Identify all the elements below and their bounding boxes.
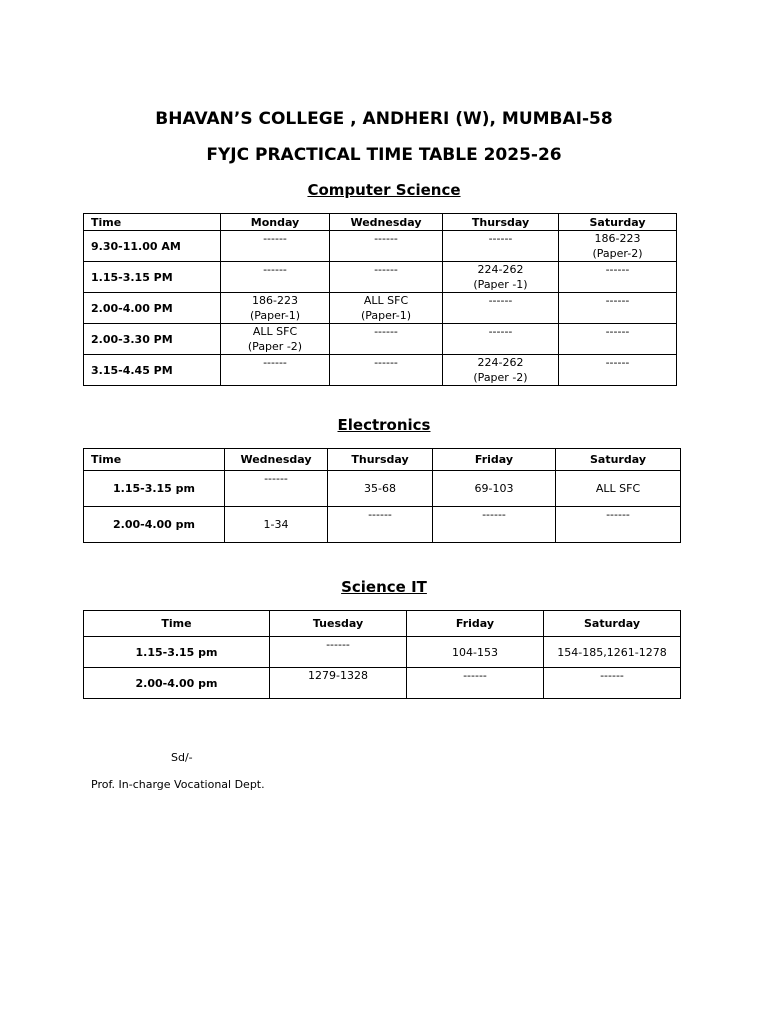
time-cell: 9.30-11.00 AM bbox=[84, 231, 221, 262]
column-header: Time bbox=[84, 214, 221, 231]
table-cell: ------ bbox=[556, 507, 681, 543]
table-cell: ------ bbox=[221, 231, 330, 262]
time-cell: 1.15-3.15 pm bbox=[84, 471, 225, 507]
table-cell: ------ bbox=[330, 262, 443, 293]
science-it-timetable bbox=[83, 610, 681, 699]
table-row bbox=[84, 355, 677, 386]
column-header: Friday bbox=[433, 449, 556, 471]
table-cell: ------ bbox=[559, 355, 677, 386]
table-cell: ------ bbox=[443, 324, 559, 355]
table-cell: 186-223 (Paper-1) bbox=[221, 293, 330, 324]
column-header: Thursday bbox=[443, 214, 559, 231]
table-cell: ALL SFC (Paper -2) bbox=[221, 324, 330, 355]
table-cell: ------ bbox=[443, 293, 559, 324]
table-cell: 1279-1328 bbox=[270, 668, 407, 699]
table-cell: ------ bbox=[330, 355, 443, 386]
time-cell: 2.00-4.00 pm bbox=[84, 507, 225, 543]
table-row bbox=[84, 262, 677, 293]
signature-mark: Sd/- bbox=[171, 751, 193, 764]
table-cell: ------ bbox=[544, 668, 681, 699]
table-cell: 1-34 bbox=[225, 507, 328, 543]
column-header: Saturday bbox=[544, 611, 681, 637]
computer-science-timetable bbox=[83, 213, 677, 386]
table-cell: ------ bbox=[270, 637, 407, 668]
table-cell: ------ bbox=[443, 231, 559, 262]
table-cell: 224-262 (Paper -1) bbox=[443, 262, 559, 293]
column-header: Time bbox=[84, 611, 270, 637]
college-name: BHAVAN’S COLLEGE , ANDHERI (W), MUMBAI-58 bbox=[155, 109, 613, 129]
time-cell: 1.15-3.15 PM bbox=[84, 262, 221, 293]
section-heading-science-it: Science IT bbox=[341, 578, 427, 596]
table-row bbox=[84, 668, 681, 699]
column-header: Saturday bbox=[556, 449, 681, 471]
signatory-designation: Prof. In-charge Vocational Dept. bbox=[91, 778, 265, 791]
page-title: FYJC PRACTICAL TIME TABLE 2025-26 bbox=[206, 145, 562, 165]
table-cell: 224-262 (Paper -2) bbox=[443, 355, 559, 386]
column-header: Wednesday bbox=[330, 214, 443, 231]
table-row bbox=[84, 293, 677, 324]
table-cell: 186-223 (Paper-2) bbox=[559, 231, 677, 262]
table-row bbox=[84, 231, 677, 262]
time-cell: 1.15-3.15 pm bbox=[84, 637, 270, 668]
table-cell: 104-153 bbox=[407, 637, 544, 668]
table-cell: ALL SFC bbox=[556, 471, 681, 507]
table-cell: ------ bbox=[330, 324, 443, 355]
table-cell: ------ bbox=[221, 262, 330, 293]
table-cell: ------ bbox=[328, 507, 433, 543]
table-cell: ------ bbox=[559, 324, 677, 355]
table-cell: 69-103 bbox=[433, 471, 556, 507]
table-cell: ------ bbox=[559, 262, 677, 293]
table-cell: ------ bbox=[221, 355, 330, 386]
section-heading-electronics: Electronics bbox=[337, 416, 431, 434]
time-cell: 2.00-4.00 PM bbox=[84, 293, 221, 324]
table-cell: 154-185,1261-1278 bbox=[544, 637, 681, 668]
electronics-timetable bbox=[83, 448, 681, 543]
time-cell: 2.00-3.30 PM bbox=[84, 324, 221, 355]
column-header: Saturday bbox=[559, 214, 677, 231]
column-header: Tuesday bbox=[270, 611, 407, 637]
table-row bbox=[84, 507, 681, 543]
table-row bbox=[84, 471, 681, 507]
column-header: Friday bbox=[407, 611, 544, 637]
table-cell: 35-68 bbox=[328, 471, 433, 507]
table-row bbox=[84, 324, 677, 355]
column-header: Monday bbox=[221, 214, 330, 231]
table-cell: ------ bbox=[559, 293, 677, 324]
column-header: Wednesday bbox=[225, 449, 328, 471]
table-cell: ALL SFC (Paper-1) bbox=[330, 293, 443, 324]
table-cell: ------ bbox=[225, 471, 328, 507]
table-cell: ------ bbox=[407, 668, 544, 699]
time-cell: 3.15-4.45 PM bbox=[84, 355, 221, 386]
time-cell: 2.00-4.00 pm bbox=[84, 668, 270, 699]
column-header: Thursday bbox=[328, 449, 433, 471]
table-cell: ------ bbox=[433, 507, 556, 543]
section-heading-computer-science: Computer Science bbox=[307, 181, 461, 199]
table-cell: ------ bbox=[330, 231, 443, 262]
table-row bbox=[84, 637, 681, 668]
column-header: Time bbox=[84, 449, 225, 471]
